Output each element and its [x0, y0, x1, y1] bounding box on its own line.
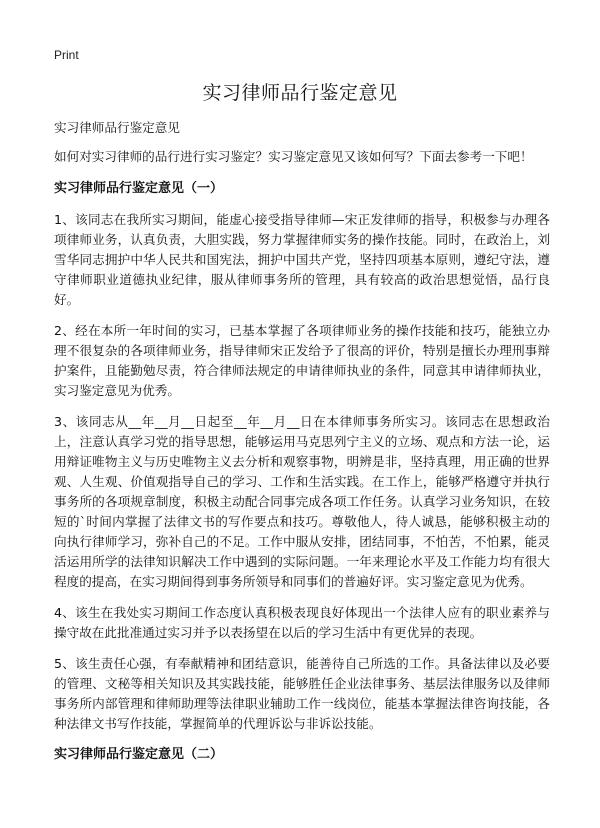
section-heading-1: 实习律师品行鉴定意见（一） [54, 181, 224, 196]
article-intro: 如何对实习律师的品行进行实习鉴定？实习鉴定意见又该如何写？下面去参考一下吧！ [54, 149, 533, 164]
paragraph-1: 1、该同志在我所实习期间，能虚心接受指导律师—宋正发律师的指导，积极参与办理各项律师业务，认真负责，大胆实践，努力掌握律师实务的操作技能。同时，在政治上，刘雪华同志拥护中华人民共和国宪法，拥护中国共产党，坚持四项基本原则，遵纪守法，遵守律师职业道德执业纪律，服从律师事务所的管理，具有较高的政治思想觉悟，品行良好。 [54, 212, 550, 307]
print-link[interactable]: Print [54, 48, 79, 62]
paragraph-5: 5、该生责任心强，有奉献精神和团结意识，能善待自己所选的工作。具备法律以及必要的管理、文秘等相关知识及其实践技能，能够胜任企业法律事务、基层法律服务以及律师事务所内部管理和律师助理等法律职业辅助工作一线岗位，能基本掌握法律咨询技能，各种法律文书写作技能，掌握简单的代理诉讼与非诉讼技能。 [54, 656, 550, 731]
article-body [54, 118, 550, 776]
paragraph-2: 2、经在本所一年时间的实习，已基本掌握了各项律师业务的操作技能和技巧，能独立办理不很复杂的各项律师业务，指导律师宋正发给予了很高的评价，特别是擅长办理刑事辩护案件，且能勤勉尽责，符合律师法规定的申请律师执业的条件，同意其申请律师执业，实习鉴定意见为优秀。 [54, 323, 550, 398]
section-heading-2: 实习律师品行鉴定意见（二） [54, 747, 224, 762]
article-subtitle: 实习律师品行鉴定意见 [54, 120, 180, 135]
paragraph-3: 3、该同志从__年__月__日起至__年__月__日在本律师事务所实习。该同志在思想政治上，注意认真学习党的指导思想，能够运用马克思列宁主义的立场、观点和方法一论，运用辩证唯物主义与历史唯物主义去分析和观察事物，明辨是非，坚持真理，用正确的世界观、人生观、价值观指导自己的学习、工作和生活实践。在工作上，能够严格遵守并执行事务所的各项规章制度，积极主动配合同事完成各项工作任务。认真学习业务知识，在较短的`时间内掌握了法律文书的写作要点和技巧。尊敬他人，待人诚恳，能够积极主动的向执行律师学习，弥补自己的不足。工作中服从安排，团结同事，不怕苦，不怕累，能灵活运用所学的法律知识解决工作中遇到的实际问题。一年来理论水平及工作能力均有很大程度的提高，在实习期间得到事务所领导和同事们的普遍好评。实习鉴定意见为优秀。 [54, 414, 550, 589]
page-title: 实习律师品行鉴定意见 [202, 82, 398, 104]
paragraph-4: 4、该生在我处实习期间工作态度认真积极表现良好体现出一个法律人应有的职业素养与操守故在此批准通过实习并予以表扬望在以后的学习生活中有更优异的表现。 [54, 605, 550, 640]
